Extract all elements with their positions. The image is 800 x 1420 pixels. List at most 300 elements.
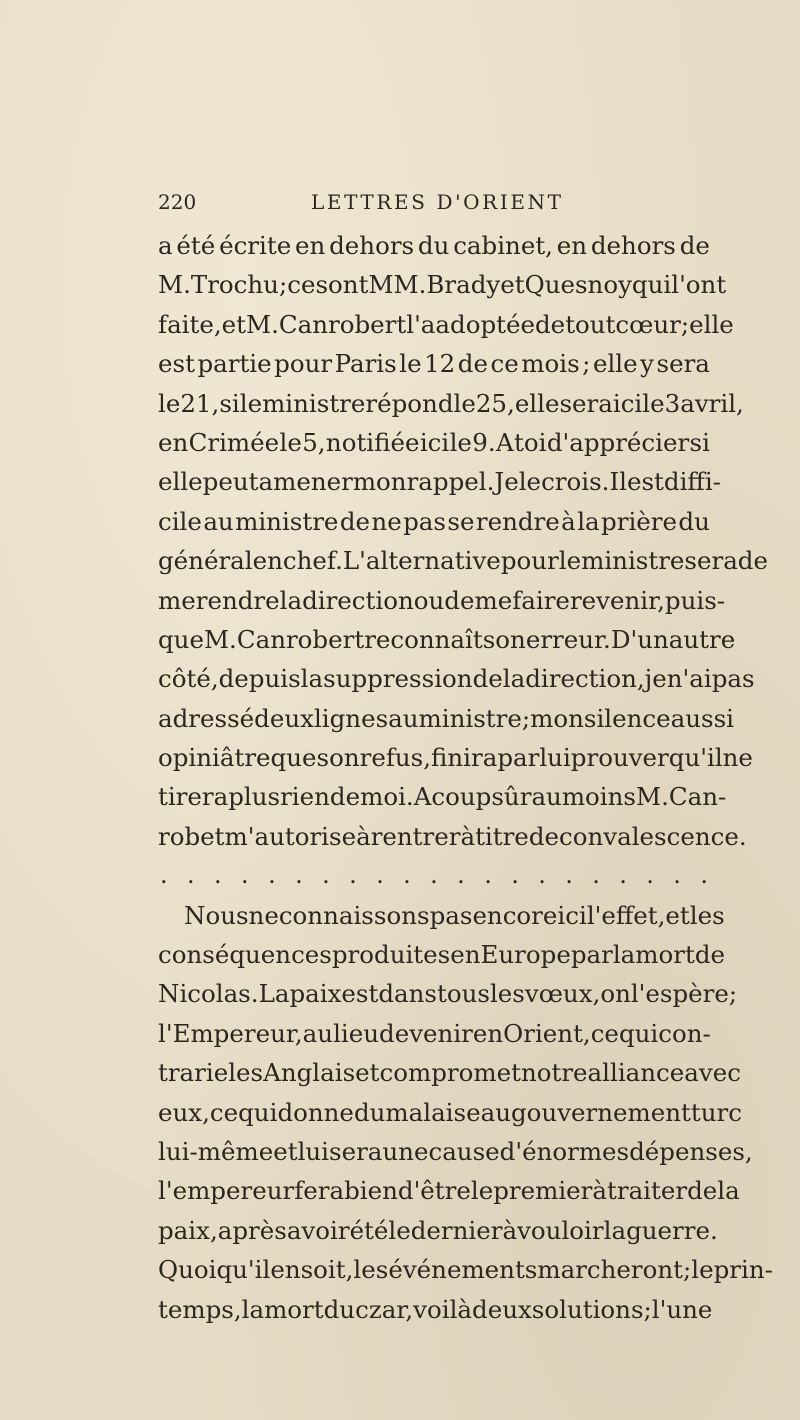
word: en xyxy=(252,546,283,576)
word: prière xyxy=(601,506,677,536)
text-line xyxy=(158,896,725,935)
word: au xyxy=(388,703,419,733)
word: par xyxy=(570,940,613,970)
word: ; xyxy=(521,703,531,733)
word: 12 xyxy=(424,349,456,379)
word: guerre. xyxy=(626,1215,718,1245)
word: ministre xyxy=(262,388,366,418)
word: le xyxy=(642,388,665,418)
word: du xyxy=(678,506,710,536)
word: de xyxy=(679,231,710,260)
word: de xyxy=(737,546,768,576)
word: Quesnoy xyxy=(524,270,632,300)
word: qui xyxy=(238,1097,278,1127)
word: écrite xyxy=(219,231,292,260)
word: de xyxy=(444,585,475,615)
word: Nous xyxy=(184,900,249,930)
word: voilà xyxy=(413,1294,473,1324)
word: 3 xyxy=(664,388,681,418)
word: et xyxy=(355,1058,380,1088)
word: paix, xyxy=(158,1215,218,1245)
word: pas xyxy=(711,664,755,694)
word: A xyxy=(496,427,514,457)
word: pas xyxy=(429,900,473,930)
word: titre xyxy=(475,821,529,851)
word: suppression xyxy=(323,664,473,694)
word: cabinet, xyxy=(453,231,553,260)
dot: . xyxy=(673,861,681,890)
word: rentrer xyxy=(370,821,461,851)
word: tout xyxy=(565,309,616,339)
text-line xyxy=(158,777,727,816)
word: adressé xyxy=(158,703,255,733)
word: l'une xyxy=(651,1294,713,1324)
word: faite, xyxy=(158,309,222,339)
word: tous xyxy=(436,979,490,1009)
word: lui xyxy=(297,1136,330,1166)
word: rendre xyxy=(475,506,560,536)
word: turc xyxy=(690,1097,742,1127)
word: connaissons xyxy=(278,900,430,930)
word: l'Empereur, xyxy=(158,1018,303,1048)
dot: . xyxy=(457,861,465,890)
word: la xyxy=(300,664,324,694)
dot: . xyxy=(484,861,492,890)
text-line xyxy=(158,344,710,383)
page-number: 220 xyxy=(158,190,197,214)
running-title: LETTRES D'ORIENT xyxy=(311,190,564,214)
word: moins xyxy=(561,782,636,812)
word: ; xyxy=(643,1294,652,1324)
word: de xyxy=(687,1176,718,1206)
dot: . xyxy=(160,861,168,890)
word: et xyxy=(500,270,525,300)
word: la xyxy=(241,1294,265,1324)
word: rien xyxy=(280,782,330,812)
word: 21, xyxy=(180,388,220,418)
word: alliance xyxy=(587,1058,685,1088)
word: ; xyxy=(582,349,591,379)
word: mon xyxy=(530,703,584,733)
text-line xyxy=(158,817,747,856)
word: opiniâtre xyxy=(158,743,271,773)
word: le xyxy=(158,388,181,418)
word: ce xyxy=(287,270,316,300)
dot: . xyxy=(592,861,600,890)
text-line xyxy=(158,659,755,698)
dot: . xyxy=(214,861,222,890)
word: du xyxy=(353,1097,386,1127)
word: lieu xyxy=(333,1018,380,1048)
word: sera xyxy=(329,1136,383,1166)
word: Trochu xyxy=(190,270,279,300)
word: traiter xyxy=(607,1176,688,1206)
word: vouloir xyxy=(517,1215,604,1245)
dot: . xyxy=(619,861,627,890)
word: été xyxy=(176,231,216,260)
word: marcheront xyxy=(537,1255,684,1285)
word: qu'il xyxy=(216,1255,271,1285)
word: je xyxy=(644,664,667,694)
word: que xyxy=(158,624,204,654)
word: du xyxy=(417,231,450,260)
word: les xyxy=(353,1255,389,1285)
word: fera xyxy=(294,1176,345,1206)
word: et xyxy=(221,309,247,339)
word: coup xyxy=(431,782,492,812)
page-header xyxy=(158,190,710,218)
word: Nicolas. xyxy=(158,979,259,1009)
text-line xyxy=(158,1290,713,1329)
word: temps, xyxy=(158,1294,242,1324)
word: paix xyxy=(289,979,342,1009)
word: sûr xyxy=(491,782,532,812)
word: plus xyxy=(228,782,281,812)
word: dépenses, xyxy=(629,1136,753,1166)
word: deux xyxy=(254,703,314,733)
word: le xyxy=(558,546,582,576)
word: Orient, xyxy=(503,1018,591,1048)
word: avril, xyxy=(680,388,744,418)
word: on xyxy=(600,979,631,1009)
word: le xyxy=(279,427,302,457)
word: au xyxy=(531,782,562,812)
text-line xyxy=(158,738,753,777)
word: le xyxy=(470,1176,494,1206)
word: eux, xyxy=(158,1097,210,1127)
word: A xyxy=(413,782,432,812)
word: trarie xyxy=(158,1058,229,1088)
word: elle xyxy=(689,309,734,339)
word: est xyxy=(158,349,195,379)
word: de xyxy=(694,940,726,970)
word: 5, xyxy=(302,427,326,457)
word: d'énormes xyxy=(499,1136,630,1166)
word: l'empereur xyxy=(158,1176,295,1206)
word: premier xyxy=(493,1176,593,1206)
word: Quoi xyxy=(158,1255,217,1285)
word: dehors xyxy=(590,231,676,260)
word: La xyxy=(258,979,290,1009)
dot: . xyxy=(241,861,249,890)
word: robet xyxy=(158,821,225,851)
word: ce xyxy=(590,1018,619,1048)
word: Canrobert xyxy=(236,624,365,654)
word: ministre xyxy=(418,703,522,733)
word: mois xyxy=(521,349,580,379)
word: solutions xyxy=(531,1294,644,1324)
word: finira xyxy=(431,743,498,773)
word: lui xyxy=(539,743,571,773)
word: mort xyxy=(635,940,695,970)
word: la xyxy=(717,1176,740,1206)
word: ; xyxy=(728,979,738,1009)
word: autre xyxy=(668,624,736,654)
word: deux xyxy=(472,1294,532,1324)
word: en xyxy=(472,1018,504,1048)
word: et xyxy=(273,1136,298,1166)
dot: . xyxy=(538,861,546,890)
word: d'apprécier xyxy=(546,427,690,457)
text-line xyxy=(158,974,738,1013)
word: dehors xyxy=(329,231,415,260)
word: les xyxy=(489,979,525,1009)
word: M. xyxy=(246,309,279,339)
word: a xyxy=(158,231,173,260)
word: mort xyxy=(264,1294,324,1324)
word: répond xyxy=(365,388,454,418)
dot: . xyxy=(322,861,330,890)
word: ici xyxy=(419,427,450,457)
word: elle xyxy=(592,349,638,379)
word: avoir xyxy=(286,1215,350,1245)
dot: . xyxy=(187,861,195,890)
dot: . xyxy=(646,861,654,890)
word: L'alternative xyxy=(342,546,501,576)
word: le xyxy=(453,388,476,418)
ellipsis-separator xyxy=(158,856,710,895)
word: ministre xyxy=(235,506,339,536)
word: au xyxy=(203,506,234,536)
text-line xyxy=(158,1250,773,1289)
word: aussi xyxy=(670,703,735,733)
text-line xyxy=(158,620,736,659)
word: refus, xyxy=(359,743,432,773)
word: si xyxy=(219,388,240,418)
word: l'effet, xyxy=(586,900,666,930)
word: ne xyxy=(248,900,279,930)
word: moi. xyxy=(360,782,414,812)
word: produites xyxy=(331,940,451,970)
word: à xyxy=(460,821,476,851)
word: ; xyxy=(683,1255,692,1285)
word: l'ont xyxy=(671,270,727,300)
word: partie xyxy=(197,349,272,379)
word: lignes xyxy=(313,703,389,733)
word: à xyxy=(356,821,371,851)
text-line xyxy=(158,1093,742,1132)
word: ne xyxy=(722,743,753,773)
word: donne xyxy=(277,1097,354,1127)
word: pas xyxy=(403,506,446,536)
word: est xyxy=(341,979,379,1009)
word: M. xyxy=(203,624,237,654)
word: la xyxy=(612,940,636,970)
word: en xyxy=(270,1255,301,1285)
word: par xyxy=(497,743,540,773)
text-line xyxy=(158,1053,741,1092)
text-line xyxy=(158,305,734,344)
word: de xyxy=(472,664,503,694)
word: M. xyxy=(158,270,191,300)
word: elle xyxy=(514,388,560,418)
word: ici xyxy=(557,900,587,930)
dot: . xyxy=(268,861,276,890)
word: les xyxy=(689,900,725,930)
word: pour xyxy=(500,546,559,576)
word: 9. xyxy=(472,427,496,457)
word: diffi- xyxy=(663,467,721,497)
word: de xyxy=(535,309,566,339)
word: ministre xyxy=(581,546,685,576)
word: en xyxy=(450,940,481,970)
word: compromet xyxy=(379,1058,521,1088)
text-line xyxy=(158,384,744,423)
word: ne xyxy=(371,506,402,536)
word: pour xyxy=(274,349,333,379)
word: si xyxy=(689,427,710,457)
word: son xyxy=(316,743,360,773)
word: toi xyxy=(514,427,547,457)
word: encore xyxy=(472,900,558,930)
word: après xyxy=(217,1215,287,1245)
word: au xyxy=(302,1018,334,1048)
word: me xyxy=(158,585,196,615)
word: direction, xyxy=(525,664,645,694)
text-line xyxy=(158,502,710,541)
text-line xyxy=(158,462,721,501)
text-line xyxy=(158,935,726,974)
word: prouver xyxy=(570,743,669,773)
dot: . xyxy=(349,861,357,890)
word: est xyxy=(626,467,664,497)
word: puis- xyxy=(664,585,726,615)
word: une xyxy=(382,1136,429,1166)
word: M. xyxy=(636,782,669,812)
word: le xyxy=(399,349,422,379)
word: erreur. xyxy=(525,624,611,654)
word: le xyxy=(388,1215,411,1245)
word: direction xyxy=(302,585,414,615)
word: cause xyxy=(428,1136,500,1166)
word: Paris xyxy=(334,349,397,379)
word: tirera xyxy=(158,782,229,812)
paragraph-2 xyxy=(158,896,773,1329)
word: avec xyxy=(684,1058,741,1088)
word: Anglais xyxy=(263,1058,356,1088)
word: événements xyxy=(388,1255,538,1285)
word: ce xyxy=(209,1097,239,1127)
word: rappel. xyxy=(406,467,495,497)
word: de xyxy=(457,349,488,379)
word: la xyxy=(603,1215,627,1245)
word: la xyxy=(577,506,600,536)
word: sera xyxy=(656,349,710,379)
word: reconnaît xyxy=(364,624,483,654)
word: bien xyxy=(344,1176,398,1206)
word: adoptée xyxy=(435,309,535,339)
text-line xyxy=(158,1132,753,1171)
word: de xyxy=(528,821,559,851)
word: Brady xyxy=(426,270,501,300)
word: son xyxy=(482,624,526,654)
word: dernier xyxy=(410,1215,503,1245)
word: sont xyxy=(315,270,369,300)
word: le xyxy=(691,1255,714,1285)
word: mon xyxy=(352,467,407,497)
dot: . xyxy=(565,861,573,890)
word: la xyxy=(279,585,303,615)
dot: . xyxy=(295,861,303,890)
word: notre xyxy=(520,1058,588,1088)
word: prin- xyxy=(713,1255,773,1285)
word: lui-même xyxy=(158,1136,274,1166)
word: général xyxy=(158,546,253,576)
word: le xyxy=(449,427,472,457)
word: peut xyxy=(202,467,259,497)
word: côté, xyxy=(158,664,219,694)
word: du xyxy=(323,1294,356,1324)
word: Canrobert xyxy=(278,309,407,339)
word: d'être xyxy=(397,1176,471,1206)
word: elle xyxy=(158,467,203,497)
word: 25, xyxy=(475,388,515,418)
dot: . xyxy=(700,861,708,890)
word: qui xyxy=(618,1018,659,1048)
text-line xyxy=(158,265,727,304)
word: crois. xyxy=(541,467,610,497)
word: conséquences xyxy=(158,940,332,970)
word: chef. xyxy=(282,546,343,576)
word: silence xyxy=(583,703,671,733)
word: soit, xyxy=(300,1255,354,1285)
word: convalescence. xyxy=(559,821,747,851)
word: à xyxy=(592,1176,608,1206)
word: n'ai xyxy=(666,664,712,694)
word: gouvernement xyxy=(511,1097,691,1127)
word: sera xyxy=(559,388,613,418)
word: ; xyxy=(680,309,690,339)
word: l'espère xyxy=(630,979,729,1009)
word: revenir, xyxy=(569,585,665,615)
word: cile xyxy=(158,506,202,536)
text-line xyxy=(158,1014,710,1053)
word: malaise xyxy=(385,1097,481,1127)
word: à xyxy=(502,1215,518,1245)
word: faire xyxy=(512,585,570,615)
word: y xyxy=(640,349,654,379)
word: de xyxy=(329,782,361,812)
text-line xyxy=(158,1211,718,1250)
word: sera xyxy=(684,546,738,576)
word: MM. xyxy=(368,270,427,300)
text-line xyxy=(158,541,768,580)
text-line xyxy=(158,1171,740,1210)
word: et xyxy=(665,900,690,930)
text-line xyxy=(158,226,710,265)
paragraph-1 xyxy=(158,226,768,856)
word: l'a xyxy=(406,309,436,339)
dot: . xyxy=(430,861,438,890)
word: rendre xyxy=(195,585,280,615)
word: Il xyxy=(609,467,627,497)
word: en xyxy=(556,231,588,260)
word: le xyxy=(239,388,263,418)
text-line xyxy=(158,423,710,462)
text-line xyxy=(158,699,735,738)
text-line xyxy=(158,581,726,620)
word: ce xyxy=(490,349,519,379)
word: ici xyxy=(612,388,643,418)
word: ; xyxy=(278,270,288,300)
word: le xyxy=(518,467,542,497)
word: qu'il xyxy=(668,743,723,773)
word: dans xyxy=(378,979,437,1009)
word: cœur xyxy=(615,309,681,339)
word: czar, xyxy=(355,1294,414,1324)
word: D'un xyxy=(610,624,669,654)
word: se xyxy=(447,506,475,536)
